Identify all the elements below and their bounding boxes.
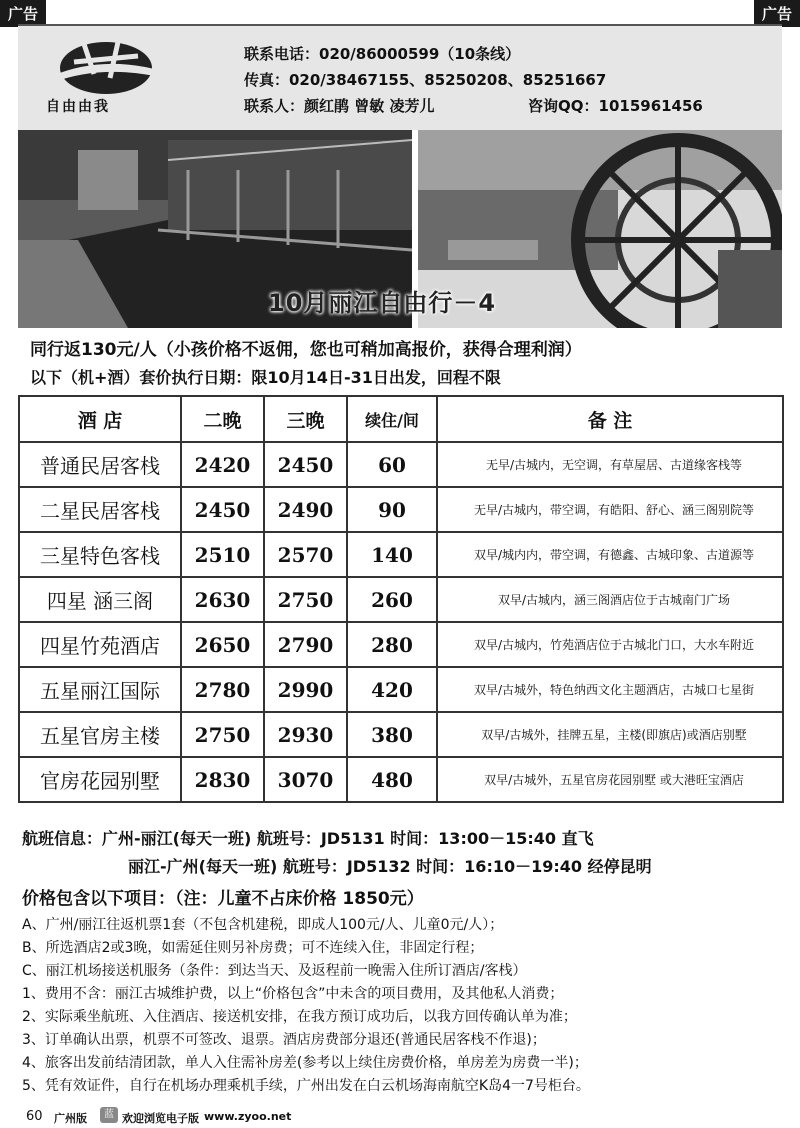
contact-phone: 联系电话：020/86000599（10条线）: [244, 45, 521, 63]
price-two-nights: 2630: [181, 577, 264, 622]
price-two-nights: 2830: [181, 757, 264, 802]
include-item: B、所选酒店2或3晚，如需延住则另补房费；可不连续入住，非固定行程；: [22, 940, 484, 956]
table-row: [19, 712, 783, 757]
includes-title: 价格包含以下项目：（注：儿童不占床价格 1850元）: [22, 889, 424, 909]
hotel-name: 五星官房主楼: [19, 712, 181, 757]
price-three-nights: 3070: [264, 757, 347, 802]
hotel-name: 五星丽江国际: [19, 667, 181, 712]
ad-tag-left: 广告: [0, 0, 46, 27]
header-two-nights: 二晚: [181, 396, 264, 442]
hotel-note: 无早/古城内，无空调，有草屋居、古道缘客栈等: [437, 442, 783, 487]
price-extra-night: 90: [347, 487, 437, 532]
hotel-name: 官房花园别墅: [19, 757, 181, 802]
table-row: [19, 577, 783, 622]
hotel-name: 二星民居客栈: [19, 487, 181, 532]
price-extra-night: 280: [347, 622, 437, 667]
hotel-note: 双早/古城内，涵三阁酒店位于古城南门广场: [437, 577, 783, 622]
hotel-name: 四星竹苑酒店: [19, 622, 181, 667]
hotel-name: 普通民居客栈: [19, 442, 181, 487]
contact-qq: 咨询QQ：1015961456: [528, 97, 703, 115]
price-two-nights: 2420: [181, 442, 264, 487]
footer-text: 欢迎浏览电子版: [122, 1112, 199, 1125]
price-extra-night: 60: [347, 442, 437, 487]
table-row: [19, 442, 783, 487]
table-row: [19, 757, 783, 802]
price-extra-night: 260: [347, 577, 437, 622]
banner-title: 10月丽江自由行－4: [268, 289, 497, 317]
price-extra-night: 380: [347, 712, 437, 757]
hotel-note: 双早/古城内，竹苑酒店位于古城北门口，大水车附近: [437, 622, 783, 667]
price-extra-night: 140: [347, 532, 437, 577]
price-two-nights: 2750: [181, 712, 264, 757]
price-two-nights: 2650: [181, 622, 264, 667]
logo-text: 自由由我: [46, 99, 110, 115]
include-item: A、广州/丽江往返机票1套（不包含机建税，即成人100元/人、儿童0元/人）；: [22, 917, 504, 933]
header-notes: 备 注: [437, 396, 783, 442]
price-extra-night: 480: [347, 757, 437, 802]
price-extra-night: 420: [347, 667, 437, 712]
badge-icon: 蓝: [100, 1107, 118, 1123]
hotel-note: 双早/城内内，带空调，有德鑫、古城印象、古道源等: [437, 532, 783, 577]
table-row: [19, 667, 783, 712]
price-three-nights: 2450: [264, 442, 347, 487]
price-two-nights: 2780: [181, 667, 264, 712]
price-three-nights: 2990: [264, 667, 347, 712]
table-row: [19, 622, 783, 667]
contact-fax: 传真：020/38467155、85250208、85251667: [244, 71, 607, 89]
hotel-note: 双早/古城外，挂牌五星，主楼(即旗店)或酒店别墅: [437, 712, 783, 757]
contact-person: 联系人：颜红鹃 曾敏 凌芳儿: [244, 97, 435, 115]
include-item: 4、旅客出发前结清团款，单人入住需补房差(参考以上续住房费价格，单房差为房费一半)；: [22, 1055, 588, 1071]
page-footer: [0, 1104, 800, 1128]
price-two-nights: 2450: [181, 487, 264, 532]
include-item: 1、费用不含：丽江古城维护费，以上“价格包含”中未含的项目费用，及其他私人消费；: [22, 986, 564, 1002]
price-two-nights: 2510: [181, 532, 264, 577]
table-row: [19, 487, 783, 532]
hotel-note: 双早/古城外，五星官房花园别墅 或大港旺宝酒店: [437, 757, 783, 802]
footer-url[interactable]: www.zyoo.net: [204, 1110, 292, 1123]
table-row: [19, 532, 783, 577]
price-three-nights: 2790: [264, 622, 347, 667]
price-three-nights: 2750: [264, 577, 347, 622]
ad-tag-right: 广告: [754, 0, 800, 27]
intro-dates: 以下（机+酒）套价执行日期：限10月14日-31日出发，回程不限: [30, 368, 501, 387]
flight-info-return: 丽江-广州(每天一班) 航班号：JD5132 时间：16:10－19:40 经停昆明: [128, 857, 652, 876]
intro-commission: 同行返130元/人（小孩价格不返佣，您也可稍加高报价，获得合理利润）: [30, 340, 582, 360]
edition-label: 广州版: [54, 1112, 87, 1125]
price-three-nights: 2930: [264, 712, 347, 757]
price-three-nights: 2570: [264, 532, 347, 577]
header-panel: [18, 24, 782, 130]
include-item: 2、实际乘坐航班、入住酒店、接送机安排，在我方预订成功后，以我方回传确认单为准；: [22, 1009, 577, 1025]
hotel-name: 三星特色客栈: [19, 532, 181, 577]
hotel-name: 四星 涵三阁: [19, 577, 181, 622]
hotel-note: 无早/古城内，带空调，有皓阳、舒心、涵三阁别院等: [437, 487, 783, 532]
hotel-price-table: [18, 395, 784, 803]
include-item: C、丽江机场接送机服务（条件：到达当天、及返程前一晚需入住所订酒店/客栈）: [22, 963, 527, 979]
flight-info-outbound: 航班信息：广州-丽江(每天一班) 航班号：JD5131 时间：13:00－15:40 直飞: [22, 829, 594, 848]
hotel-note: 双早/古城外，特色纳西文化主题酒店，古城口七星街: [437, 667, 783, 712]
include-item: 5、凭有效证件，自行在机场办理乘机手续，广州出发在白云机场海南航空K岛4一7号柜台。: [22, 1078, 590, 1094]
price-three-nights: 2490: [264, 487, 347, 532]
include-item: 3、订单确认出票，机票不可签改、退票。酒店房费部分退还(普通民居客栈不作退)；: [22, 1032, 546, 1048]
header-hotel: 酒 店: [19, 396, 181, 442]
header-three-nights: 三晚: [264, 396, 347, 442]
page-number: 60: [26, 1109, 43, 1124]
header-extra-night: 续住/间: [347, 396, 437, 442]
